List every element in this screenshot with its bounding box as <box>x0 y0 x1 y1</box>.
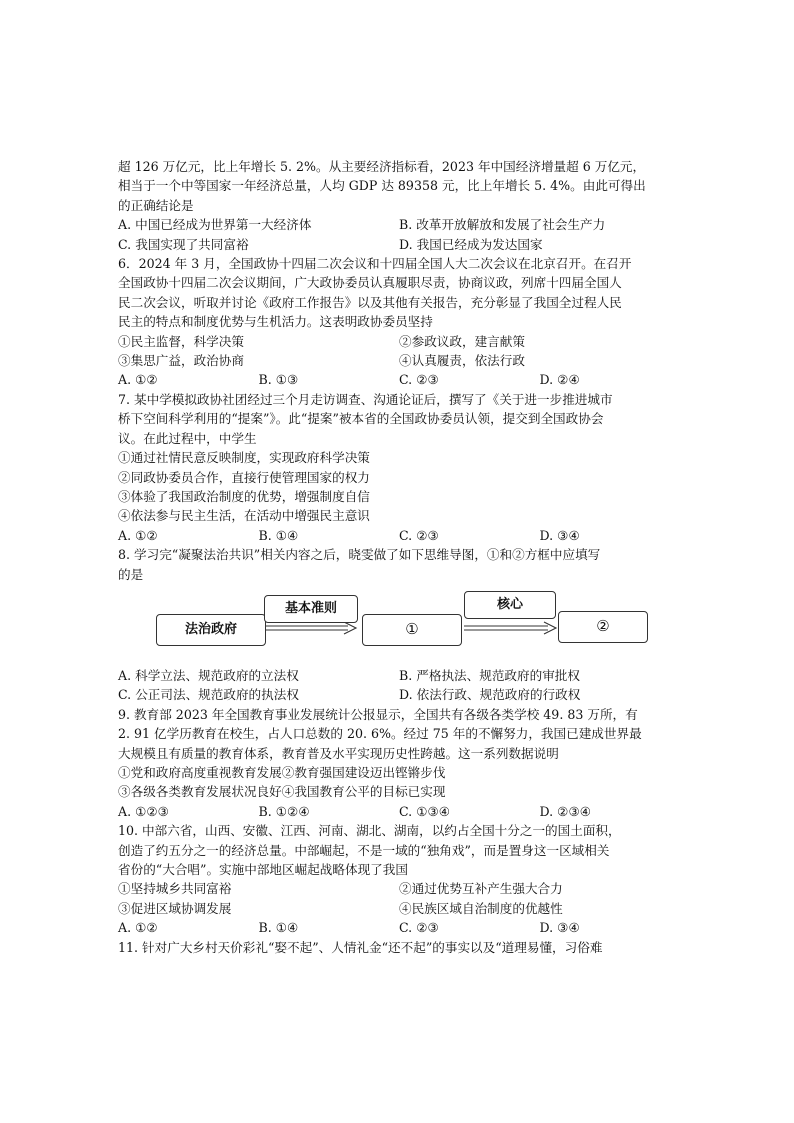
statement-items <box>118 879 680 898</box>
question-text: 相当于一个中等国家一年经济总量，人均 GDP 达 89358 元，比上年增长 5. 4%。由此可得出 <box>118 178 646 194</box>
statement-2: ②通过优势互补产生强大合力 <box>399 881 563 897</box>
statement-1: ①通过社情民意反映制度，实现政府科学决策 <box>118 450 370 466</box>
statement-1: ①民主监督，科学决策 <box>118 333 244 349</box>
statement-items <box>118 899 680 918</box>
option-c: C. ②③ <box>399 527 439 543</box>
statement-3: ③集思广益，政治协商 <box>118 353 244 369</box>
option-d: D. ②③④ <box>539 803 592 819</box>
option-d: D. ③④ <box>539 920 580 936</box>
statement-1: ①坚持城乡共同富裕 <box>118 881 232 897</box>
question-text: 超 126 万亿元，比上年增长 5. 2%。从主要经济指标看，2023 年中国经济增量超 6 万亿元， <box>118 159 646 174</box>
exam-page <box>118 157 680 957</box>
question-text: 议。在此过程中，中学生 <box>118 430 257 446</box>
question-text: 民二次会议，听取并讨论《政府工作报告》以及其他有关报告，充分彰显了我国全过程人民 <box>118 294 622 310</box>
question-text: 民主的特点和制度优势与生机活力。这表明政协委员坚持 <box>118 314 433 330</box>
question-7 <box>118 390 680 545</box>
statement-4: ④依法参与民主生活，在活动中增强民主意识 <box>118 508 370 524</box>
option-c: C. ①③④ <box>399 803 451 819</box>
option-b: B. 严格执法、规范政府的审批权 <box>399 667 580 683</box>
option-c: C. ②③ <box>399 920 439 936</box>
option-b: B. 改革开放解放和发展了社会生产力 <box>399 217 606 233</box>
question-text: 全国政协十四届二次会议期间，广大政协委员认真履职尽责，协商议政，列席十四届全国人 <box>118 275 622 291</box>
option-d: D. ③④ <box>539 527 580 543</box>
answer-options <box>118 918 680 937</box>
question-8 <box>118 545 680 705</box>
answer-options <box>118 666 680 685</box>
diagram-label-1: 基本准则 <box>264 595 358 623</box>
answer-options <box>118 235 680 254</box>
question-text: 大规模且有质量的教育体系，教育普及水平实现历史性跨越。这一系列数据说明 <box>118 745 559 761</box>
answer-options <box>118 370 680 389</box>
diagram-box-start: 法治政府 <box>156 614 266 646</box>
statement-items <box>118 332 680 351</box>
question-10 <box>118 821 680 937</box>
question-6 <box>118 254 680 390</box>
question-text: 省份的“大合唱”。实施中部地区崛起战略体现了我国 <box>118 862 408 877</box>
question-text: 2. 91 亿学历教育在校生，占人口总数的 20. 6%。经过 75 年的不懈努力，我国已建成世界最 <box>118 726 642 742</box>
statement-items <box>118 351 680 370</box>
mind-map-diagram <box>118 587 680 661</box>
statement-2: ②参政议政，建言献策 <box>399 333 525 349</box>
option-d: D. ②④ <box>539 372 580 388</box>
question-text: 的正确结论是 <box>118 197 194 213</box>
option-a: A. ①②③ <box>118 803 169 819</box>
question-text: 11. 针对广大乡村天价彩礼“娶不起”、人情礼金“还不起”的事实以及“道理易懂，习俗难 <box>118 939 603 955</box>
diagram-blank-2: ② <box>558 611 648 643</box>
question-9 <box>118 705 680 821</box>
arrow-head <box>544 622 556 634</box>
question-11 <box>118 938 680 957</box>
statement-4: ④民族区域自治制度的优越性 <box>399 900 563 916</box>
option-d: D. 依法行政、规范政府的行政权 <box>399 687 581 703</box>
answer-options <box>118 526 680 545</box>
answer-options <box>118 685 680 704</box>
question-text: 9. 教育部 2023 年全国教育事业发展统计公报显示，全国共有各级各类学校 49. 83 万所，有 <box>118 706 638 722</box>
diagram-blank-1: ① <box>362 614 462 646</box>
option-a: A. 科学立法、规范政府的立法权 <box>118 667 299 683</box>
option-a: A. ①② <box>118 527 158 543</box>
option-a: A. ①② <box>118 920 158 936</box>
answer-options <box>118 802 680 821</box>
question-text: 10. 中部六省，山西、安徽、江西、河南、湖北、湖南，以约占全国十分之一的国土面积， <box>118 823 621 839</box>
option-d: D. 我国已经成为发达国家 <box>399 236 543 252</box>
statement-3: ③促进区域协调发展 <box>118 900 232 916</box>
statement-2: ②同政协委员合作，直接行使管理国家的权力 <box>118 469 370 485</box>
question-text: 创造了约五分之一的经济总量。中部崛起，不是一域的“独角戏”，而是置身这一区域相关 <box>118 842 610 858</box>
statement-3: ③体验了我国政治制度的优势，增强制度自信 <box>118 488 370 504</box>
question-text: 桥下空间科学利用的“提案”》。此“提案”被本省的全国政协委员认领，提交到全国政协会 <box>118 411 604 427</box>
question-text: 的是 <box>118 566 144 582</box>
option-b: B. ①③ <box>258 372 299 388</box>
option-b: B. ①②④ <box>258 803 310 819</box>
statement-line: ①党和政府高度重视教育发展②教育强国建设迈出铿锵步伐 <box>118 764 446 780</box>
statement-line: ③各级各类教育发展状况良好④我国教育公平的目标已实现 <box>118 784 446 800</box>
statement-4: ④认真履责，依法行政 <box>399 353 525 369</box>
option-b: B. ①④ <box>258 920 299 936</box>
question-text: 8. 学习完“凝聚法治共识”相关内容之后，晓雯做了如下思维导图，①和②方框中应填写 <box>118 547 601 563</box>
arrow-head <box>344 622 356 634</box>
option-c: C. ②③ <box>399 372 439 388</box>
question-5 <box>118 157 680 254</box>
option-b: B. ①④ <box>258 527 299 543</box>
option-a: A. ①② <box>118 372 158 388</box>
diagram-label-2: 核心 <box>464 591 556 619</box>
question-text: 7. 某中学模拟政协社团经过三个月走访调查、沟通论证后，撰写了《关于进一步推进城市 <box>118 391 613 407</box>
option-a: A. 中国已经成为世界第一大经济体 <box>118 217 312 233</box>
answer-options <box>118 215 680 234</box>
option-c: C. 公正司法、规范政府的执法权 <box>118 687 299 703</box>
option-c: C. 我国实现了共同富裕 <box>118 236 249 252</box>
question-text: 6．2024 年 3 月，全国政协十四届二次会议和十四届全国人大二次会议在北京召开。在召开 <box>118 256 632 272</box>
